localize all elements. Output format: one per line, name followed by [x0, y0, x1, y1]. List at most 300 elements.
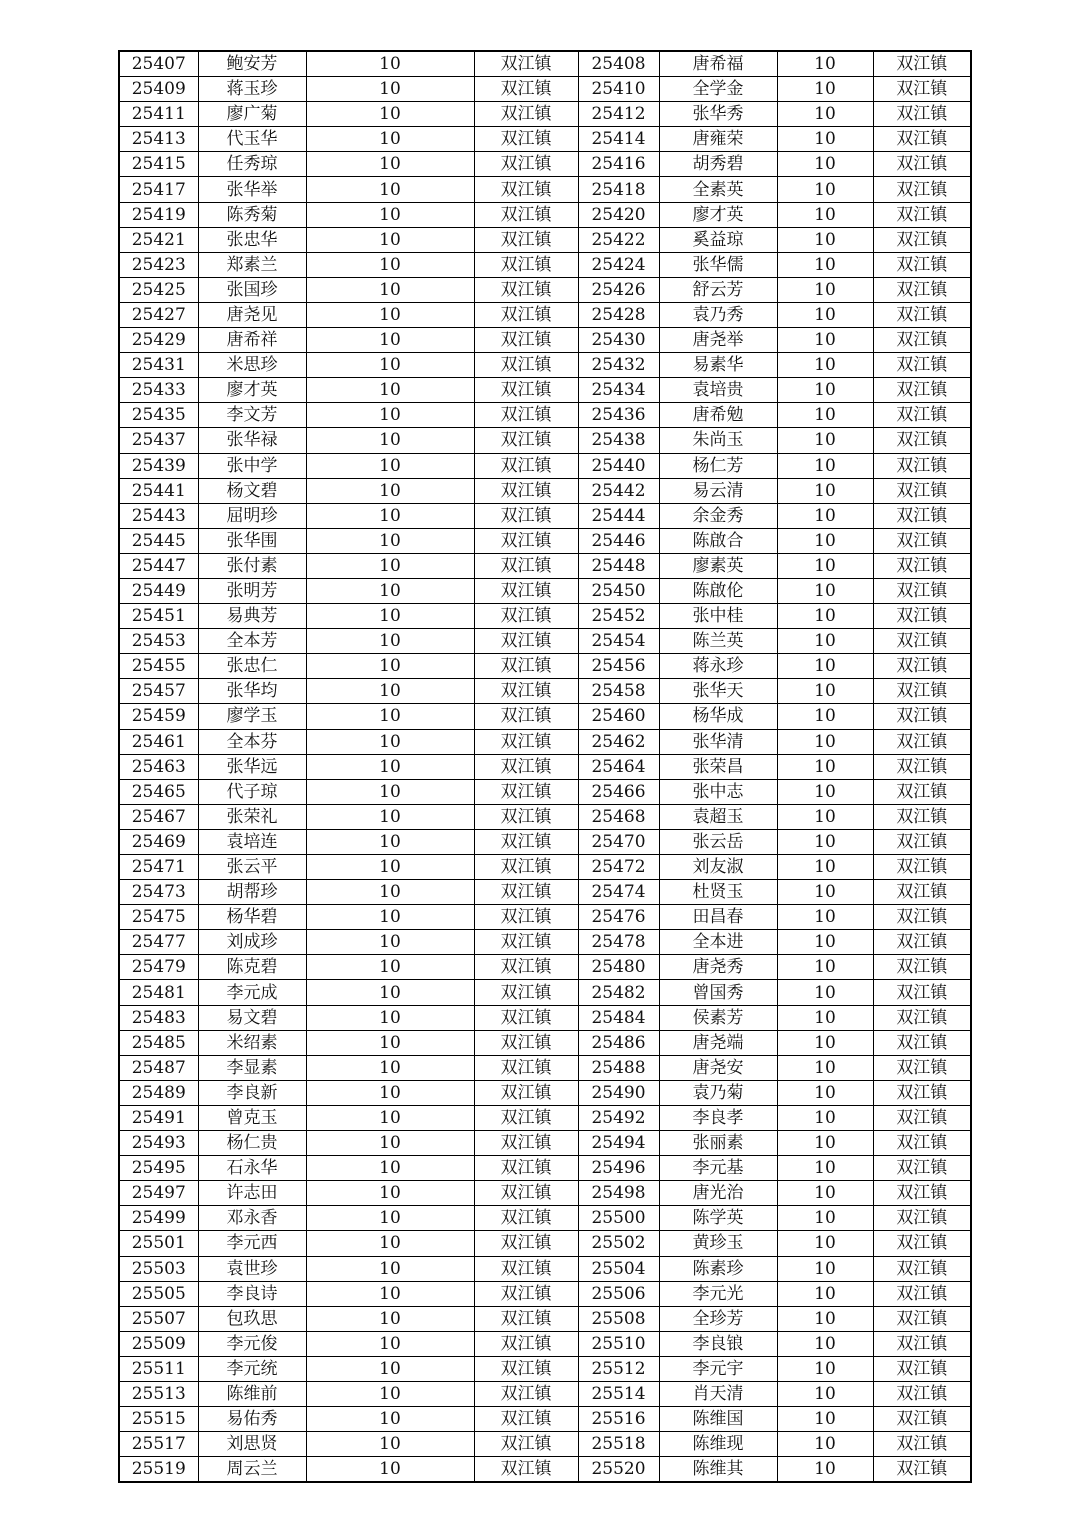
amount-cell: 10 — [306, 528, 474, 553]
amount-cell: 10 — [777, 127, 873, 152]
town-cell: 双江镇 — [873, 604, 971, 629]
id-cell: 25430 — [578, 328, 659, 353]
amount-cell: 10 — [777, 930, 873, 955]
amount-cell: 10 — [777, 453, 873, 478]
town-cell: 双江镇 — [474, 328, 578, 353]
town-cell: 双江镇 — [873, 654, 971, 679]
id-cell: 25442 — [578, 478, 659, 503]
amount-cell: 10 — [777, 1105, 873, 1130]
id-cell: 25413 — [119, 127, 198, 152]
amount-cell: 10 — [306, 654, 474, 679]
amount-cell: 10 — [306, 1156, 474, 1181]
id-cell: 25414 — [578, 127, 659, 152]
town-cell: 双江镇 — [474, 1256, 578, 1281]
town-cell: 双江镇 — [873, 51, 971, 77]
amount-cell: 10 — [777, 553, 873, 578]
table-row — [119, 428, 971, 453]
id-cell: 25424 — [578, 252, 659, 277]
name-cell: 李元宇 — [659, 1356, 777, 1381]
table-row — [119, 829, 971, 854]
name-cell: 张中桂 — [659, 604, 777, 629]
town-cell: 双江镇 — [474, 779, 578, 804]
name-cell: 袁乃秀 — [659, 302, 777, 327]
table-row — [119, 302, 971, 327]
name-cell: 张华清 — [659, 729, 777, 754]
amount-cell: 10 — [777, 51, 873, 77]
town-cell: 双江镇 — [474, 855, 578, 880]
table-row — [119, 729, 971, 754]
name-cell: 张华禄 — [198, 428, 306, 453]
town-cell: 双江镇 — [474, 353, 578, 378]
id-cell: 25411 — [119, 102, 198, 127]
table-row — [119, 51, 971, 77]
town-cell: 双江镇 — [873, 378, 971, 403]
town-cell: 双江镇 — [873, 1080, 971, 1105]
town-cell: 双江镇 — [474, 1356, 578, 1381]
town-cell: 双江镇 — [474, 102, 578, 127]
town-cell: 双江镇 — [474, 1030, 578, 1055]
id-cell: 25431 — [119, 353, 198, 378]
name-cell: 易云清 — [659, 478, 777, 503]
amount-cell: 10 — [306, 980, 474, 1005]
id-cell: 25447 — [119, 553, 198, 578]
table-row — [119, 804, 971, 829]
town-cell: 双江镇 — [873, 478, 971, 503]
amount-cell: 10 — [777, 955, 873, 980]
town-cell: 双江镇 — [873, 1131, 971, 1156]
name-cell: 陈维前 — [198, 1381, 306, 1406]
name-cell: 全本进 — [659, 930, 777, 955]
amount-cell: 10 — [306, 1407, 474, 1432]
table-row — [119, 353, 971, 378]
table-row — [119, 1457, 971, 1483]
registry-table — [118, 50, 972, 1483]
id-cell: 25500 — [578, 1206, 659, 1231]
amount-cell: 10 — [777, 980, 873, 1005]
town-cell: 双江镇 — [873, 1432, 971, 1457]
name-cell: 李元光 — [659, 1281, 777, 1306]
table-row — [119, 403, 971, 428]
id-cell: 25497 — [119, 1181, 198, 1206]
town-cell: 双江镇 — [474, 955, 578, 980]
amount-cell: 10 — [777, 1231, 873, 1256]
amount-cell: 10 — [306, 102, 474, 127]
name-cell: 杜贤玉 — [659, 880, 777, 905]
name-cell: 田昌春 — [659, 905, 777, 930]
town-cell: 双江镇 — [873, 1331, 971, 1356]
name-cell: 张中学 — [198, 453, 306, 478]
id-cell: 25455 — [119, 654, 198, 679]
amount-cell: 10 — [777, 829, 873, 854]
amount-cell: 10 — [777, 629, 873, 654]
town-cell: 双江镇 — [873, 127, 971, 152]
name-cell: 唐尧秀 — [659, 955, 777, 980]
table-row — [119, 578, 971, 603]
amount-cell: 10 — [777, 1381, 873, 1406]
town-cell: 双江镇 — [474, 1005, 578, 1030]
name-cell: 代子琼 — [198, 779, 306, 804]
town-cell: 双江镇 — [873, 1306, 971, 1331]
name-cell: 李元基 — [659, 1156, 777, 1181]
table-row — [119, 1105, 971, 1130]
town-cell: 双江镇 — [873, 1381, 971, 1406]
amount-cell: 10 — [777, 378, 873, 403]
amount-cell: 10 — [306, 880, 474, 905]
table-row — [119, 1256, 971, 1281]
amount-cell: 10 — [777, 1432, 873, 1457]
town-cell: 双江镇 — [474, 77, 578, 102]
name-cell: 袁培贵 — [659, 378, 777, 403]
name-cell: 舒云芳 — [659, 277, 777, 302]
amount-cell: 10 — [777, 328, 873, 353]
id-cell: 25448 — [578, 553, 659, 578]
amount-cell: 10 — [306, 955, 474, 980]
amount-cell: 10 — [306, 428, 474, 453]
town-cell: 双江镇 — [873, 353, 971, 378]
town-cell: 双江镇 — [474, 152, 578, 177]
id-cell: 25514 — [578, 1381, 659, 1406]
name-cell: 周云兰 — [198, 1457, 306, 1483]
name-cell: 唐希勉 — [659, 403, 777, 428]
id-cell: 25491 — [119, 1105, 198, 1130]
amount-cell: 10 — [777, 1256, 873, 1281]
town-cell: 双江镇 — [474, 1181, 578, 1206]
town-cell: 双江镇 — [873, 829, 971, 854]
amount-cell: 10 — [306, 77, 474, 102]
town-cell: 双江镇 — [474, 829, 578, 854]
id-cell: 25463 — [119, 754, 198, 779]
name-cell: 全学金 — [659, 77, 777, 102]
amount-cell: 10 — [777, 302, 873, 327]
name-cell: 刘成珍 — [198, 930, 306, 955]
town-cell: 双江镇 — [474, 629, 578, 654]
id-cell: 25427 — [119, 302, 198, 327]
table-row — [119, 654, 971, 679]
town-cell: 双江镇 — [474, 478, 578, 503]
id-cell: 25412 — [578, 102, 659, 127]
name-cell: 刘友淑 — [659, 855, 777, 880]
amount-cell: 10 — [306, 1181, 474, 1206]
amount-cell: 10 — [777, 1281, 873, 1306]
amount-cell: 10 — [777, 1407, 873, 1432]
town-cell: 双江镇 — [474, 1156, 578, 1181]
id-cell: 25468 — [578, 804, 659, 829]
table-row — [119, 378, 971, 403]
name-cell: 包玖思 — [198, 1306, 306, 1331]
town-cell: 双江镇 — [873, 302, 971, 327]
name-cell: 全素英 — [659, 177, 777, 202]
id-cell: 25452 — [578, 604, 659, 629]
id-cell: 25479 — [119, 955, 198, 980]
amount-cell: 10 — [306, 1105, 474, 1130]
id-cell: 25507 — [119, 1306, 198, 1331]
town-cell: 双江镇 — [474, 453, 578, 478]
town-cell: 双江镇 — [873, 1231, 971, 1256]
name-cell: 易素华 — [659, 353, 777, 378]
table-row — [119, 855, 971, 880]
id-cell: 25460 — [578, 704, 659, 729]
amount-cell: 10 — [306, 829, 474, 854]
town-cell: 双江镇 — [474, 1331, 578, 1356]
name-cell: 廖才英 — [198, 378, 306, 403]
town-cell: 双江镇 — [474, 578, 578, 603]
amount-cell: 10 — [306, 1131, 474, 1156]
table-row — [119, 227, 971, 252]
table-row — [119, 880, 971, 905]
id-cell: 25465 — [119, 779, 198, 804]
name-cell: 蒋玉珍 — [198, 77, 306, 102]
amount-cell: 10 — [777, 654, 873, 679]
name-cell: 陈克碧 — [198, 955, 306, 980]
name-cell: 袁超玉 — [659, 804, 777, 829]
name-cell: 张云平 — [198, 855, 306, 880]
name-cell: 易典芳 — [198, 604, 306, 629]
amount-cell: 10 — [306, 578, 474, 603]
town-cell: 双江镇 — [474, 679, 578, 704]
town-cell: 双江镇 — [474, 1457, 578, 1483]
name-cell: 陈学英 — [659, 1206, 777, 1231]
amount-cell: 10 — [777, 578, 873, 603]
amount-cell: 10 — [777, 880, 873, 905]
town-cell: 双江镇 — [873, 905, 971, 930]
amount-cell: 10 — [777, 1331, 873, 1356]
town-cell: 双江镇 — [873, 403, 971, 428]
town-cell: 双江镇 — [873, 453, 971, 478]
amount-cell: 10 — [306, 328, 474, 353]
name-cell: 袁培连 — [198, 829, 306, 854]
table-row — [119, 1055, 971, 1080]
name-cell: 廖学玉 — [198, 704, 306, 729]
id-cell: 25506 — [578, 1281, 659, 1306]
id-cell: 25481 — [119, 980, 198, 1005]
town-cell: 双江镇 — [474, 1105, 578, 1130]
name-cell: 肖天清 — [659, 1381, 777, 1406]
town-cell: 双江镇 — [474, 528, 578, 553]
amount-cell: 10 — [306, 1432, 474, 1457]
amount-cell: 10 — [306, 905, 474, 930]
table-row — [119, 1306, 971, 1331]
name-cell: 代玉华 — [198, 127, 306, 152]
id-cell: 25480 — [578, 955, 659, 980]
amount-cell: 10 — [306, 729, 474, 754]
amount-cell: 10 — [306, 302, 474, 327]
name-cell: 郑素兰 — [198, 252, 306, 277]
amount-cell: 10 — [306, 1005, 474, 1030]
name-cell: 张荣礼 — [198, 804, 306, 829]
amount-cell: 10 — [306, 629, 474, 654]
table-row — [119, 177, 971, 202]
id-cell: 25472 — [578, 855, 659, 880]
amount-cell: 10 — [777, 679, 873, 704]
amount-cell: 10 — [306, 1331, 474, 1356]
town-cell: 双江镇 — [873, 277, 971, 302]
amount-cell: 10 — [777, 1457, 873, 1483]
id-cell: 25482 — [578, 980, 659, 1005]
town-cell: 双江镇 — [873, 1457, 971, 1483]
amount-cell: 10 — [306, 1055, 474, 1080]
id-cell: 25416 — [578, 152, 659, 177]
name-cell: 陈维其 — [659, 1457, 777, 1483]
name-cell: 李元俊 — [198, 1331, 306, 1356]
town-cell: 双江镇 — [873, 980, 971, 1005]
table-row — [119, 202, 971, 227]
id-cell: 25450 — [578, 578, 659, 603]
town-cell: 双江镇 — [873, 553, 971, 578]
id-cell: 25488 — [578, 1055, 659, 1080]
name-cell: 许志田 — [198, 1181, 306, 1206]
name-cell: 廖才英 — [659, 202, 777, 227]
id-cell: 25485 — [119, 1030, 198, 1055]
table-row — [119, 679, 971, 704]
table-row — [119, 604, 971, 629]
name-cell: 李良新 — [198, 1080, 306, 1105]
table-row — [119, 1206, 971, 1231]
id-cell: 25493 — [119, 1131, 198, 1156]
town-cell: 双江镇 — [474, 754, 578, 779]
name-cell: 陈维现 — [659, 1432, 777, 1457]
amount-cell: 10 — [306, 1231, 474, 1256]
id-cell: 25461 — [119, 729, 198, 754]
name-cell: 唐希福 — [659, 51, 777, 77]
table-row — [119, 102, 971, 127]
name-cell: 陈秀菊 — [198, 202, 306, 227]
id-cell: 25423 — [119, 252, 198, 277]
id-cell: 25417 — [119, 177, 198, 202]
town-cell: 双江镇 — [474, 227, 578, 252]
id-cell: 25520 — [578, 1457, 659, 1483]
amount-cell: 10 — [306, 378, 474, 403]
id-cell: 25476 — [578, 905, 659, 930]
town-cell: 双江镇 — [474, 980, 578, 1005]
name-cell: 李良孝 — [659, 1105, 777, 1130]
amount-cell: 10 — [777, 1005, 873, 1030]
id-cell: 25498 — [578, 1181, 659, 1206]
id-cell: 25421 — [119, 227, 198, 252]
name-cell: 廖素英 — [659, 553, 777, 578]
town-cell: 双江镇 — [873, 102, 971, 127]
town-cell: 双江镇 — [474, 1306, 578, 1331]
name-cell: 易文碧 — [198, 1005, 306, 1030]
id-cell: 25415 — [119, 152, 198, 177]
id-cell: 25409 — [119, 77, 198, 102]
id-cell: 25439 — [119, 453, 198, 478]
amount-cell: 10 — [306, 353, 474, 378]
id-cell: 25513 — [119, 1381, 198, 1406]
id-cell: 25496 — [578, 1156, 659, 1181]
name-cell: 曾克玉 — [198, 1105, 306, 1130]
amount-cell: 10 — [777, 1131, 873, 1156]
table-row — [119, 754, 971, 779]
id-cell: 25518 — [578, 1432, 659, 1457]
town-cell: 双江镇 — [474, 1231, 578, 1256]
name-cell: 张华秀 — [659, 102, 777, 127]
town-cell: 双江镇 — [873, 1281, 971, 1306]
id-cell: 25459 — [119, 704, 198, 729]
name-cell: 杨华碧 — [198, 905, 306, 930]
amount-cell: 10 — [306, 1306, 474, 1331]
table-row — [119, 1356, 971, 1381]
id-cell: 25466 — [578, 779, 659, 804]
amount-cell: 10 — [306, 403, 474, 428]
table-row — [119, 277, 971, 302]
id-cell: 25486 — [578, 1030, 659, 1055]
table-row — [119, 1381, 971, 1406]
amount-cell: 10 — [777, 779, 873, 804]
id-cell: 25446 — [578, 528, 659, 553]
town-cell: 双江镇 — [873, 328, 971, 353]
id-cell: 25440 — [578, 453, 659, 478]
amount-cell: 10 — [306, 503, 474, 528]
table-row — [119, 779, 971, 804]
id-cell: 25505 — [119, 1281, 198, 1306]
amount-cell: 10 — [777, 202, 873, 227]
id-cell: 25467 — [119, 804, 198, 829]
table-row — [119, 127, 971, 152]
id-cell: 25443 — [119, 503, 198, 528]
town-cell: 双江镇 — [873, 880, 971, 905]
id-cell: 25435 — [119, 403, 198, 428]
name-cell: 邓永香 — [198, 1206, 306, 1231]
amount-cell: 10 — [777, 604, 873, 629]
amount-cell: 10 — [777, 403, 873, 428]
town-cell: 双江镇 — [474, 1381, 578, 1406]
amount-cell: 10 — [306, 1356, 474, 1381]
town-cell: 双江镇 — [474, 252, 578, 277]
town-cell: 双江镇 — [474, 428, 578, 453]
id-cell: 25504 — [578, 1256, 659, 1281]
amount-cell: 10 — [777, 428, 873, 453]
id-cell: 25433 — [119, 378, 198, 403]
table-row — [119, 629, 971, 654]
amount-cell: 10 — [306, 277, 474, 302]
id-cell: 25473 — [119, 880, 198, 905]
amount-cell: 10 — [306, 804, 474, 829]
id-cell: 25410 — [578, 77, 659, 102]
name-cell: 张华天 — [659, 679, 777, 704]
id-cell: 25469 — [119, 829, 198, 854]
town-cell: 双江镇 — [474, 1407, 578, 1432]
table-row — [119, 1156, 971, 1181]
town-cell: 双江镇 — [873, 503, 971, 528]
amount-cell: 10 — [777, 704, 873, 729]
name-cell: 屈明珍 — [198, 503, 306, 528]
name-cell: 奚益琼 — [659, 227, 777, 252]
id-cell: 25436 — [578, 403, 659, 428]
amount-cell: 10 — [306, 1080, 474, 1105]
amount-cell: 10 — [777, 478, 873, 503]
town-cell: 双江镇 — [474, 1080, 578, 1105]
amount-cell: 10 — [306, 604, 474, 629]
id-cell: 25512 — [578, 1356, 659, 1381]
town-cell: 双江镇 — [873, 1105, 971, 1130]
amount-cell: 10 — [777, 1356, 873, 1381]
town-cell: 双江镇 — [873, 202, 971, 227]
town-cell: 双江镇 — [474, 127, 578, 152]
id-cell: 25484 — [578, 1005, 659, 1030]
amount-cell: 10 — [306, 553, 474, 578]
id-cell: 25462 — [578, 729, 659, 754]
town-cell: 双江镇 — [873, 930, 971, 955]
id-cell: 25437 — [119, 428, 198, 453]
amount-cell: 10 — [777, 277, 873, 302]
id-cell: 25509 — [119, 1331, 198, 1356]
name-cell: 曾国秀 — [659, 980, 777, 1005]
town-cell: 双江镇 — [474, 1432, 578, 1457]
town-cell: 双江镇 — [873, 1356, 971, 1381]
id-cell: 25515 — [119, 1407, 198, 1432]
table-row — [119, 1030, 971, 1055]
amount-cell: 10 — [306, 1030, 474, 1055]
